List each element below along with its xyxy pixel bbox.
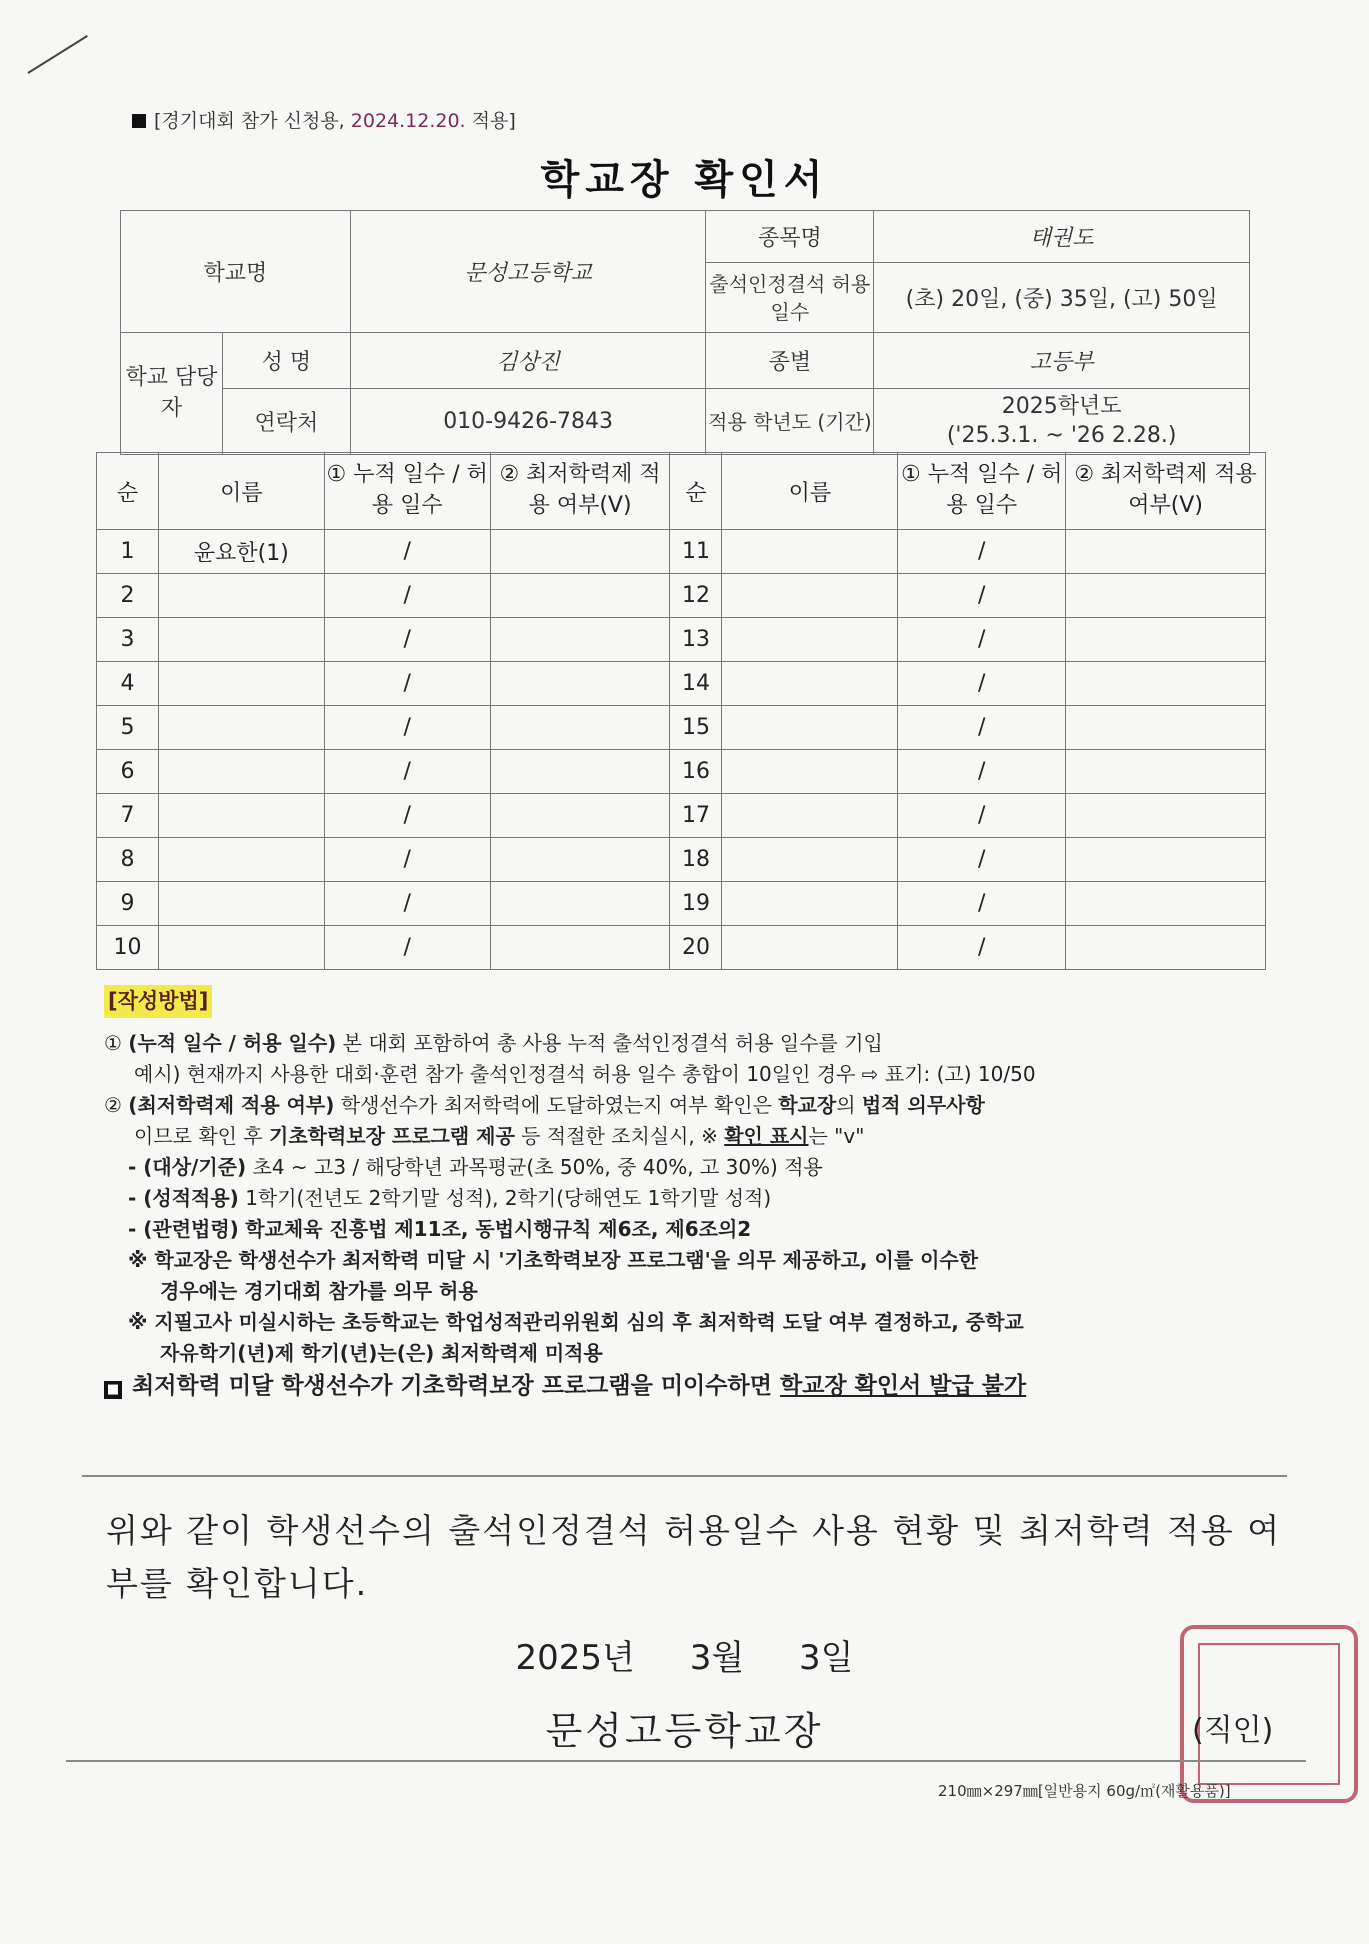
method-note-1-line2: 경우에는 경기대회 참가를 의무 허용 bbox=[160, 1278, 478, 1303]
school-label: 학교명 bbox=[121, 211, 351, 333]
contact-value: 010-9426-7843 bbox=[350, 389, 706, 455]
name-label: 성 명 bbox=[222, 333, 350, 389]
student-name: 윤요한(1) bbox=[158, 530, 324, 574]
table-row: 6 / 16 / bbox=[97, 750, 1266, 794]
manager-name: 김상진 bbox=[350, 333, 706, 389]
year-value: 2025학년도 bbox=[1001, 393, 1122, 419]
method-title: [작성방법] bbox=[104, 985, 212, 1018]
method-bullet-target: - (대상/기준) 초4 ~ 고3 / 해당학년 과목평균(초 50%, 중 40%, 고 30%) 적용 bbox=[128, 1154, 823, 1179]
seal-label: (직인) bbox=[1192, 1713, 1274, 1748]
absence-label: 출석인정결석 허용 일수 bbox=[706, 263, 874, 333]
roster-header-row bbox=[97, 453, 1266, 530]
paper-spec-footer: 210㎜×297㎜[일반용지 60g/㎡(재활용품)] bbox=[938, 1782, 1231, 1800]
contact-label: 연락처 bbox=[222, 389, 350, 455]
header-days: ① 누적 일수 / 허용 일수 bbox=[324, 453, 490, 530]
manager-label: 학교 담당자 bbox=[121, 333, 223, 455]
method-note-1-line1: ※ 학교장은 학생선수가 최저학력 미달 시 '기초학력보장 프로그램'을 의무 제공하고, 이를 이수한 bbox=[128, 1247, 979, 1272]
method-item-2-line2: 이므로 확인 후 기초학력보장 프로그램 제공 등 적절한 조치실시, ※ 확인 표시는 "v" bbox=[134, 1123, 865, 1148]
confirm-text: 위와 같이 학생선수의 출석인정결석 허용일수 사용 현황 및 최저학력 적용 여부를 확인합니다. bbox=[106, 1511, 1282, 1603]
header-days: ① 누적 일수 / 허용 일수 bbox=[898, 453, 1066, 530]
confirm-date: 2025년 3월 3일 bbox=[515, 1638, 854, 1678]
method-section bbox=[104, 985, 1284, 1404]
header-min: ② 최저학력제 적용 여부(V) bbox=[490, 453, 670, 530]
method-bullet-law: - (관련법령) 학교체육 진흥법 제11조, 동법시행규칙 제6조, 제6조의2 bbox=[128, 1216, 752, 1241]
header-name: 이름 bbox=[722, 453, 898, 530]
year-label: 적용 학년도 (기간) bbox=[706, 389, 874, 455]
warning-line: ■ 최저학력 미달 학생선수가 기초학력보장 프로그램을 미이수하면 학교장 확인서 발급 불가 bbox=[104, 1369, 1284, 1405]
table-row: 7 / 17 / bbox=[97, 794, 1266, 838]
table-row: 1 윤요한(1) / 11 / bbox=[97, 530, 1266, 574]
square-bullet-icon bbox=[132, 114, 146, 128]
table-row: 3 / 13 / bbox=[97, 618, 1266, 662]
method-bullet-grades: - (성적적용) 1학기(전년도 2학기말 성적), 2학기(당해연도 1학기말 성적) bbox=[128, 1185, 772, 1210]
header-no: 순 bbox=[670, 453, 722, 530]
warning-box-icon: ■ bbox=[104, 1381, 122, 1399]
division-label: 종별 bbox=[706, 333, 874, 389]
pen-mark bbox=[27, 35, 87, 74]
header-note: [경기대회 참가 신청용, 2024.12.20. 적용] bbox=[132, 106, 516, 133]
info-table bbox=[120, 210, 1250, 455]
sport-value: 태권도 bbox=[874, 211, 1250, 263]
method-item-2: ② (최저학력제 적용 여부) 학생선수가 최저학력에 도달하였는지 여부 확인은 학교장의 법적 의무사항 bbox=[104, 1092, 985, 1117]
table-row: 4 / 14 / bbox=[97, 662, 1266, 706]
method-note-2-line1: ※ 지필고사 미실시하는 초등학교는 학업성적관리위원회 심의 후 최저학력 도달 여부 결정하고, 중학교 bbox=[128, 1309, 1024, 1334]
page-title: 학교장 확인서 bbox=[540, 157, 829, 203]
divider bbox=[82, 1475, 1287, 1477]
method-item-1: ① (누적 일수 / 허용 일수) 본 대회 포함하여 총 사용 누적 출석인정결석 허용 일수를 기입 bbox=[104, 1030, 883, 1055]
table-row: 5 / 15 / bbox=[97, 706, 1266, 750]
sport-label: 종목명 bbox=[706, 211, 874, 263]
table-row: 2 / 12 / bbox=[97, 574, 1266, 618]
principal-name: 문성고등학교장 bbox=[545, 1709, 824, 1753]
method-note-2-line2: 자유학기(년)제 학기(년)는(은) 최저학력제 미적용 bbox=[160, 1340, 603, 1365]
table-row: 8 / 18 / bbox=[97, 838, 1266, 882]
header-min: ② 최저학력제 적용 여부(V) bbox=[1066, 453, 1266, 530]
table-row: 9 / 19 / bbox=[97, 882, 1266, 926]
divider bbox=[66, 1760, 1306, 1762]
year-period: ('25.3.1. ~ '26 2.28.) bbox=[946, 422, 1177, 448]
header-name: 이름 bbox=[158, 453, 324, 530]
year-cell bbox=[874, 389, 1250, 455]
table-row: 10 / 20 / bbox=[97, 926, 1266, 970]
roster-table bbox=[96, 452, 1266, 970]
school-name: 문성고등학교 bbox=[350, 211, 706, 333]
division-value: 고등부 bbox=[874, 333, 1250, 389]
header-no: 순 bbox=[97, 453, 159, 530]
absence-value: (초) 20일, (중) 35일, (고) 50일 bbox=[874, 263, 1250, 333]
method-item-1-example: 예시) 현재까지 사용한 대회·훈련 참가 출석인정결석 허용 일수 총합이 10일인 경우 ⇨ 표기: (고) 10/50 bbox=[134, 1061, 1036, 1086]
